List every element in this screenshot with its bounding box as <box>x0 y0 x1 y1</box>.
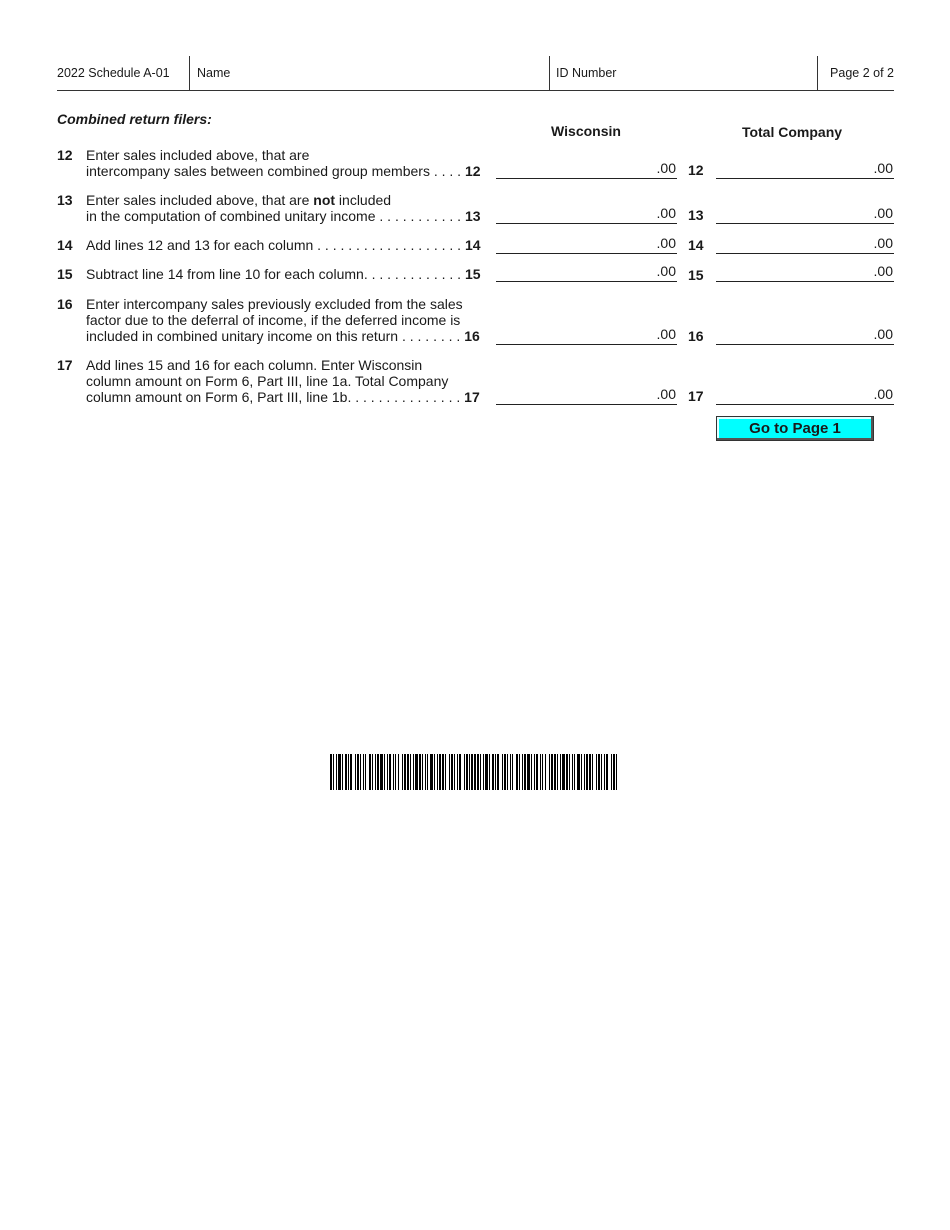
line-14-total-field[interactable] <box>716 233 894 254</box>
cents: .00 <box>656 326 676 342</box>
line-number: 14 <box>57 237 73 253</box>
barcode <box>330 754 618 790</box>
line-ref: 17 <box>688 388 704 404</box>
line-ref: 13 <box>688 207 704 223</box>
line-text: Enter sales included above, that are <box>86 147 310 163</box>
line-12-description <box>86 147 482 179</box>
line-text: column amount on Form 6, Part III, line 1a. Total Company <box>86 373 449 389</box>
line-text: included in combined unitary income on this return . . . . . . . . <box>86 328 461 344</box>
header-divider <box>817 56 818 90</box>
line-13-wisconsin-field[interactable] <box>496 203 677 224</box>
cents: .00 <box>873 326 893 342</box>
line-ref: 12 <box>688 162 704 178</box>
cents: .00 <box>656 205 676 221</box>
line-17-wisconsin-field[interactable] <box>496 384 677 405</box>
line-15-total-field[interactable] <box>716 261 894 282</box>
line-16-total-field[interactable] <box>716 324 894 345</box>
header-divider <box>189 56 190 90</box>
line-number: 15 <box>57 266 73 282</box>
line-ref: 15 <box>688 267 704 283</box>
line-text: Enter intercompany sales previously excluded from the sales <box>86 296 463 312</box>
line-ref: 17 <box>464 389 480 405</box>
line-text: intercompany sales between combined group members . . . . <box>86 163 462 179</box>
line-13-total-field[interactable] <box>716 203 894 224</box>
line-ref: 14 <box>688 237 704 253</box>
line-14-description <box>86 237 482 253</box>
line-text: Add lines 15 and 16 for each column. Enter Wisconsin <box>86 357 423 373</box>
cents: .00 <box>656 235 676 251</box>
form-id: 2022 Schedule A-01 <box>57 66 170 80</box>
line-ref: 12 <box>464 163 481 179</box>
line-number: 12 <box>57 147 73 163</box>
line-ref: 13 <box>464 208 481 224</box>
cents: .00 <box>656 386 676 402</box>
line-15-description <box>86 266 482 282</box>
column-header-wisconsin: Wisconsin <box>551 123 621 139</box>
header-bar <box>57 56 894 91</box>
page-indicator: Page 2 of 2 <box>830 66 894 80</box>
header-divider <box>549 56 550 90</box>
line-text: Add lines 12 and 13 for each column . . . . . . . . . . . . . . . . . . . <box>86 237 462 253</box>
line-17-description <box>86 357 482 405</box>
line-ref: 16 <box>688 328 704 344</box>
line-13-description <box>86 192 482 224</box>
line-number: 13 <box>57 192 73 208</box>
line-ref: 14 <box>464 237 481 253</box>
cents: .00 <box>873 205 893 221</box>
line-12-wisconsin-field[interactable] <box>496 158 677 179</box>
cents: .00 <box>656 160 676 176</box>
line-text-emphasis: not <box>313 192 336 208</box>
line-number: 16 <box>57 296 73 312</box>
line-text: Subtract line 14 from line 10 for each column. . . . . . . . . . . . . <box>86 266 462 282</box>
line-15-wisconsin-field[interactable] <box>496 261 677 282</box>
line-ref: 15 <box>464 266 481 282</box>
cents: .00 <box>873 160 893 176</box>
column-header-total-company: Total Company <box>741 124 843 140</box>
line-16-wisconsin-field[interactable] <box>496 324 677 345</box>
line-text: in the computation of combined unitary income . . . . . . . . . . . <box>86 208 462 224</box>
line-text: included <box>335 192 392 208</box>
line-number: 17 <box>57 357 73 373</box>
name-label: Name <box>197 66 231 80</box>
line-ref: 16 <box>464 328 480 344</box>
line-text: factor due to the deferral of income, if the deferred income is <box>86 312 461 328</box>
line-12-total-field[interactable] <box>716 158 894 179</box>
line-text: Enter sales included above, that are <box>86 192 314 208</box>
id-number-label: ID Number <box>556 66 617 80</box>
line-16-description <box>86 296 482 344</box>
cents: .00 <box>656 263 676 279</box>
cents: .00 <box>873 386 893 402</box>
go-to-page-1-button[interactable]: Go to Page 1 <box>716 416 874 441</box>
line-17-total-field[interactable] <box>716 384 894 405</box>
section-title: Combined return filers: <box>57 111 212 127</box>
line-text: column amount on Form 6, Part III, line 1b. . . . . . . . . . . . . . . <box>86 389 461 405</box>
cents: .00 <box>873 263 893 279</box>
cents: .00 <box>873 235 893 251</box>
line-14-wisconsin-field[interactable] <box>496 233 677 254</box>
